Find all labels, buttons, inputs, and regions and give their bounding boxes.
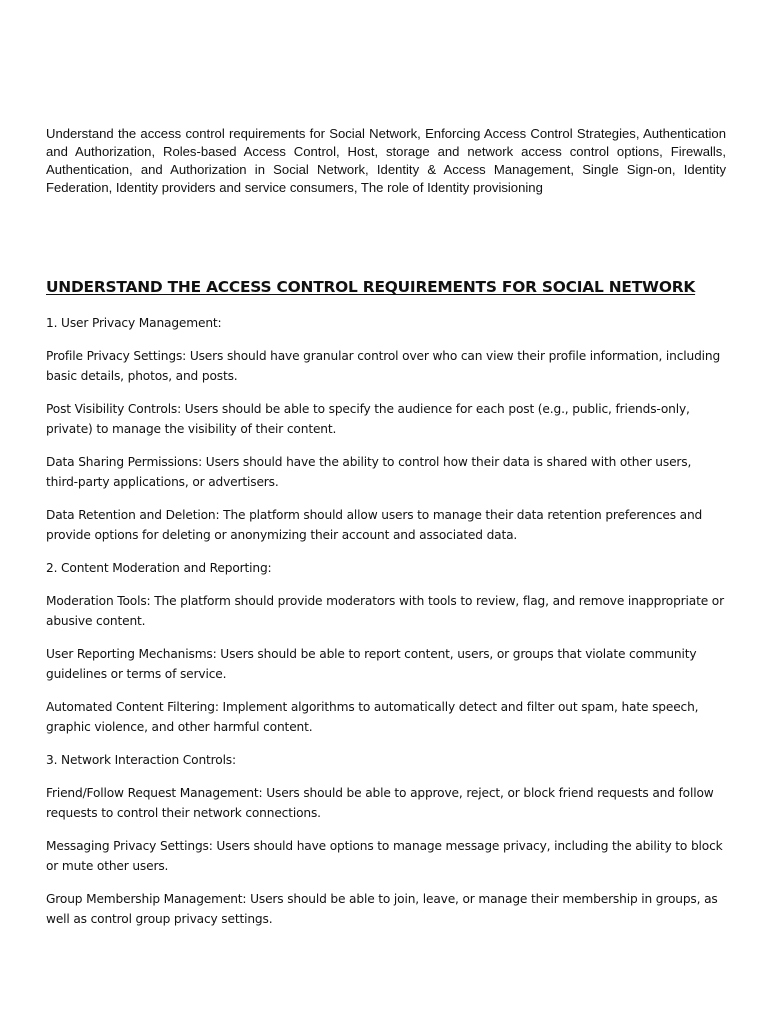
paragraph-friend-follow-requests: Friend/Follow Request Management: Users should be able to approve, reject, or block friend requests and follow requests to control their network connections. — [46, 786, 714, 820]
paragraph-data-retention: Data Retention and Deletion: The platform should allow users to manage their data retention preferences and provide options for deleting or anonymizing their account and associated data. — [46, 508, 703, 542]
subsection-title-user-privacy: 1. User Privacy Management: — [46, 316, 222, 330]
intro-paragraph: Understand the access control requirements for Social Network, Enforcing Access Control Strategies, Authentication and Authorization, Roles-based Access Control, Host, storage and network access control options, Firewalls, Authentication, and Authorization in Social Network, Identity & Access Management, Single Sign-on, Identity Federation, Identity providers and service consumers, The role of Identity provisioning — [46, 126, 726, 195]
paragraph-user-reporting: User Reporting Mechanisms: Users should be able to report content, users, or groups that violate community guidelines or terms of service. — [46, 647, 697, 681]
paragraph-profile-privacy: Profile Privacy Settings: Users should have granular control over who can view their profile information, including basic details, photos, and posts. — [46, 349, 721, 383]
subsection-title-content-moderation: 2. Content Moderation and Reporting: — [46, 561, 272, 575]
paragraph-group-membership: Group Membership Management: Users should be able to join, leave, or manage their membership in groups, as well as control group privacy settings. — [46, 892, 718, 926]
section-heading: UNDERSTAND THE ACCESS CONTROL REQUIREMENTS FOR SOCIAL NETWORK — [46, 278, 696, 296]
paragraph-data-sharing: Data Sharing Permissions: Users should have the ability to control how their data is shared with other users, third-party applications, or advertisers. — [46, 455, 692, 489]
paragraph-automated-filtering: Automated Content Filtering: Implement algorithms to automatically detect and filter out spam, hate speech, graphic violence, and other harmful content. — [46, 700, 699, 734]
paragraph-post-visibility: Post Visibility Controls: Users should be able to specify the audience for each post (e.g., public, friends-only, private) to manage the visibility of their content. — [46, 402, 690, 436]
paragraph-moderation-tools: Moderation Tools: The platform should provide moderators with tools to review, flag, and remove inappropriate or abusive content. — [46, 594, 724, 628]
section-content — [46, 276, 726, 942]
subsection-title-network-interaction: 3. Network Interaction Controls: — [46, 753, 236, 767]
paragraph-messaging-privacy: Messaging Privacy Settings: Users should have options to manage message privacy, including the ability to block or mute other users. — [46, 839, 723, 873]
